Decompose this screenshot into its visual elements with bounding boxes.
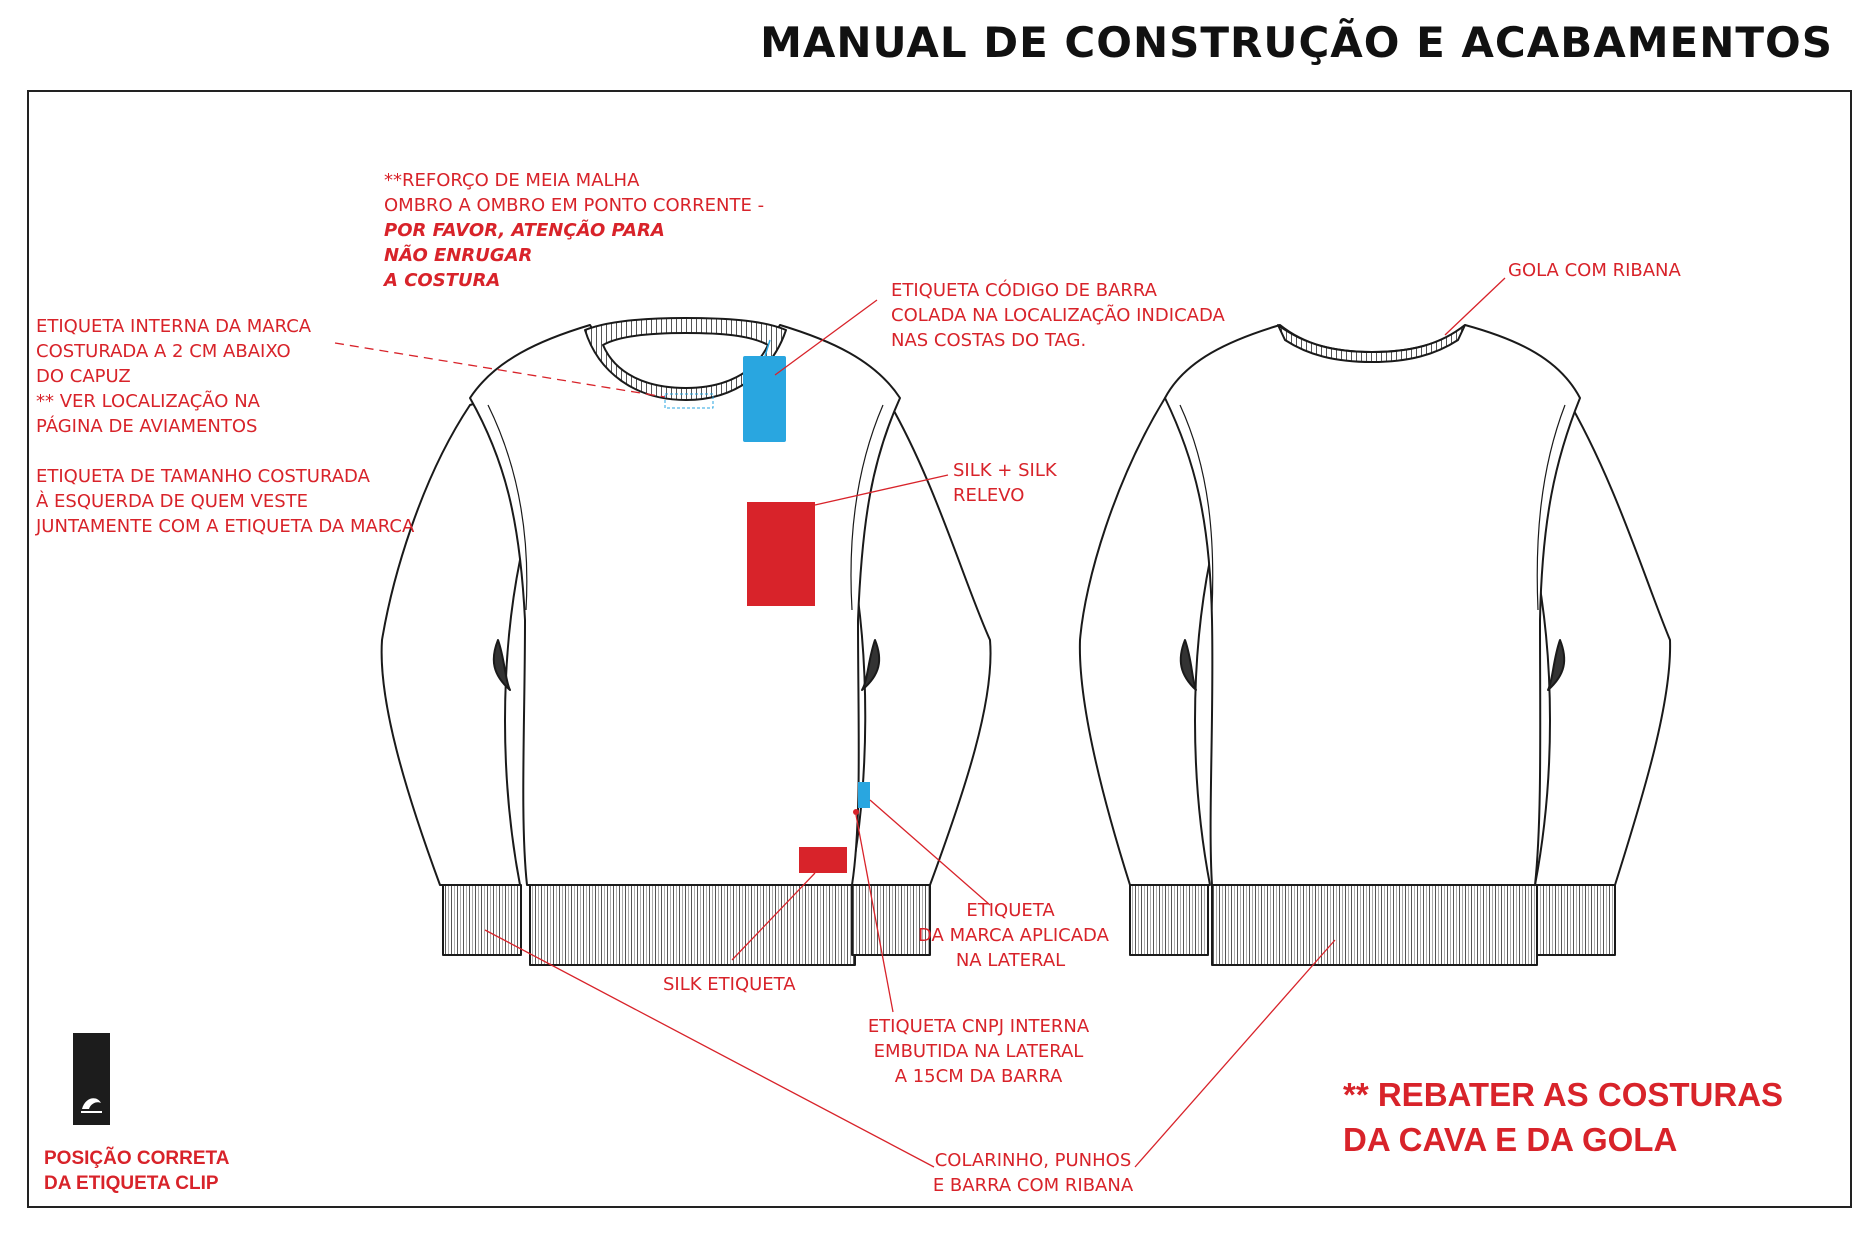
front-left-cuff: [443, 885, 521, 955]
note-reforco: **REFORÇO DE MEIA MALHA OMBRO A OMBRO EM PONTO CORRENTE - POR FAVOR, ATENÇÃO PARA NÃO ENRUGAR A COSTURA: [384, 170, 765, 291]
note-clip: POSIÇÃO CORRETA DA ETIQUETA CLIP: [44, 1148, 230, 1194]
brand-logo-icon: [73, 1033, 110, 1125]
note-silk: SILK + SILK RELEVO: [953, 460, 1057, 506]
back-sweatshirt: [1080, 325, 1670, 965]
silk-label-print: [799, 847, 847, 873]
note-codigo-barra: ETIQUETA CÓDIGO DE BARRA COLADA NA LOCALIZAÇÃO INDICADA NAS COSTAS DO TAG.: [891, 280, 1225, 351]
front-sweatshirt: [382, 318, 991, 965]
back-waistband: [1212, 885, 1537, 965]
barcode-hang-tag: [743, 356, 786, 442]
note-etiqueta-tamanho: ETIQUETA DE TAMANHO COSTURADA À ESQUERDA DE QUEM VESTE JUNTAMENTE COM A ETIQUETA DA MARCA: [36, 466, 415, 537]
note-etiqueta-interna: ETIQUETA INTERNA DA MARCA COSTURADA A 2 CM ABAIXO DO CAPUZ ** VER LOCALIZAÇÃO NA PÁGINA DE AVIAMENTOS: [36, 316, 312, 437]
note-gola: GOLA COM RIBANA: [1508, 260, 1681, 281]
note-marca-lateral: ETIQUETA DA MARCA APLICADA NA LATERAL: [918, 900, 1109, 971]
front-body: [470, 325, 900, 885]
back-left-sleeve: [1080, 395, 1210, 885]
back-left-cuff: [1130, 885, 1208, 955]
back-body: [1165, 325, 1580, 885]
note-ribana: COLARINHO, PUNHOS E BARRA COM RIBANA: [932, 1150, 1134, 1196]
note-cnpj: ETIQUETA CNPJ INTERNA EMBUTIDA NA LATERAL A 15CM DA BARRA: [867, 1016, 1090, 1087]
note-silk-etiqueta: SILK ETIQUETA: [663, 974, 796, 995]
page-title: MANUAL DE CONSTRUÇÃO E ACABAMENTOS: [760, 18, 1833, 67]
chest-silk-print: [747, 502, 815, 606]
back-right-cuff: [1537, 885, 1615, 955]
front-waistband: [530, 885, 855, 965]
side-brand-label: [858, 782, 870, 808]
note-rebater-costuras: ** REBATER AS COSTURAS DA CAVA E DA GOLA: [1343, 1076, 1784, 1158]
